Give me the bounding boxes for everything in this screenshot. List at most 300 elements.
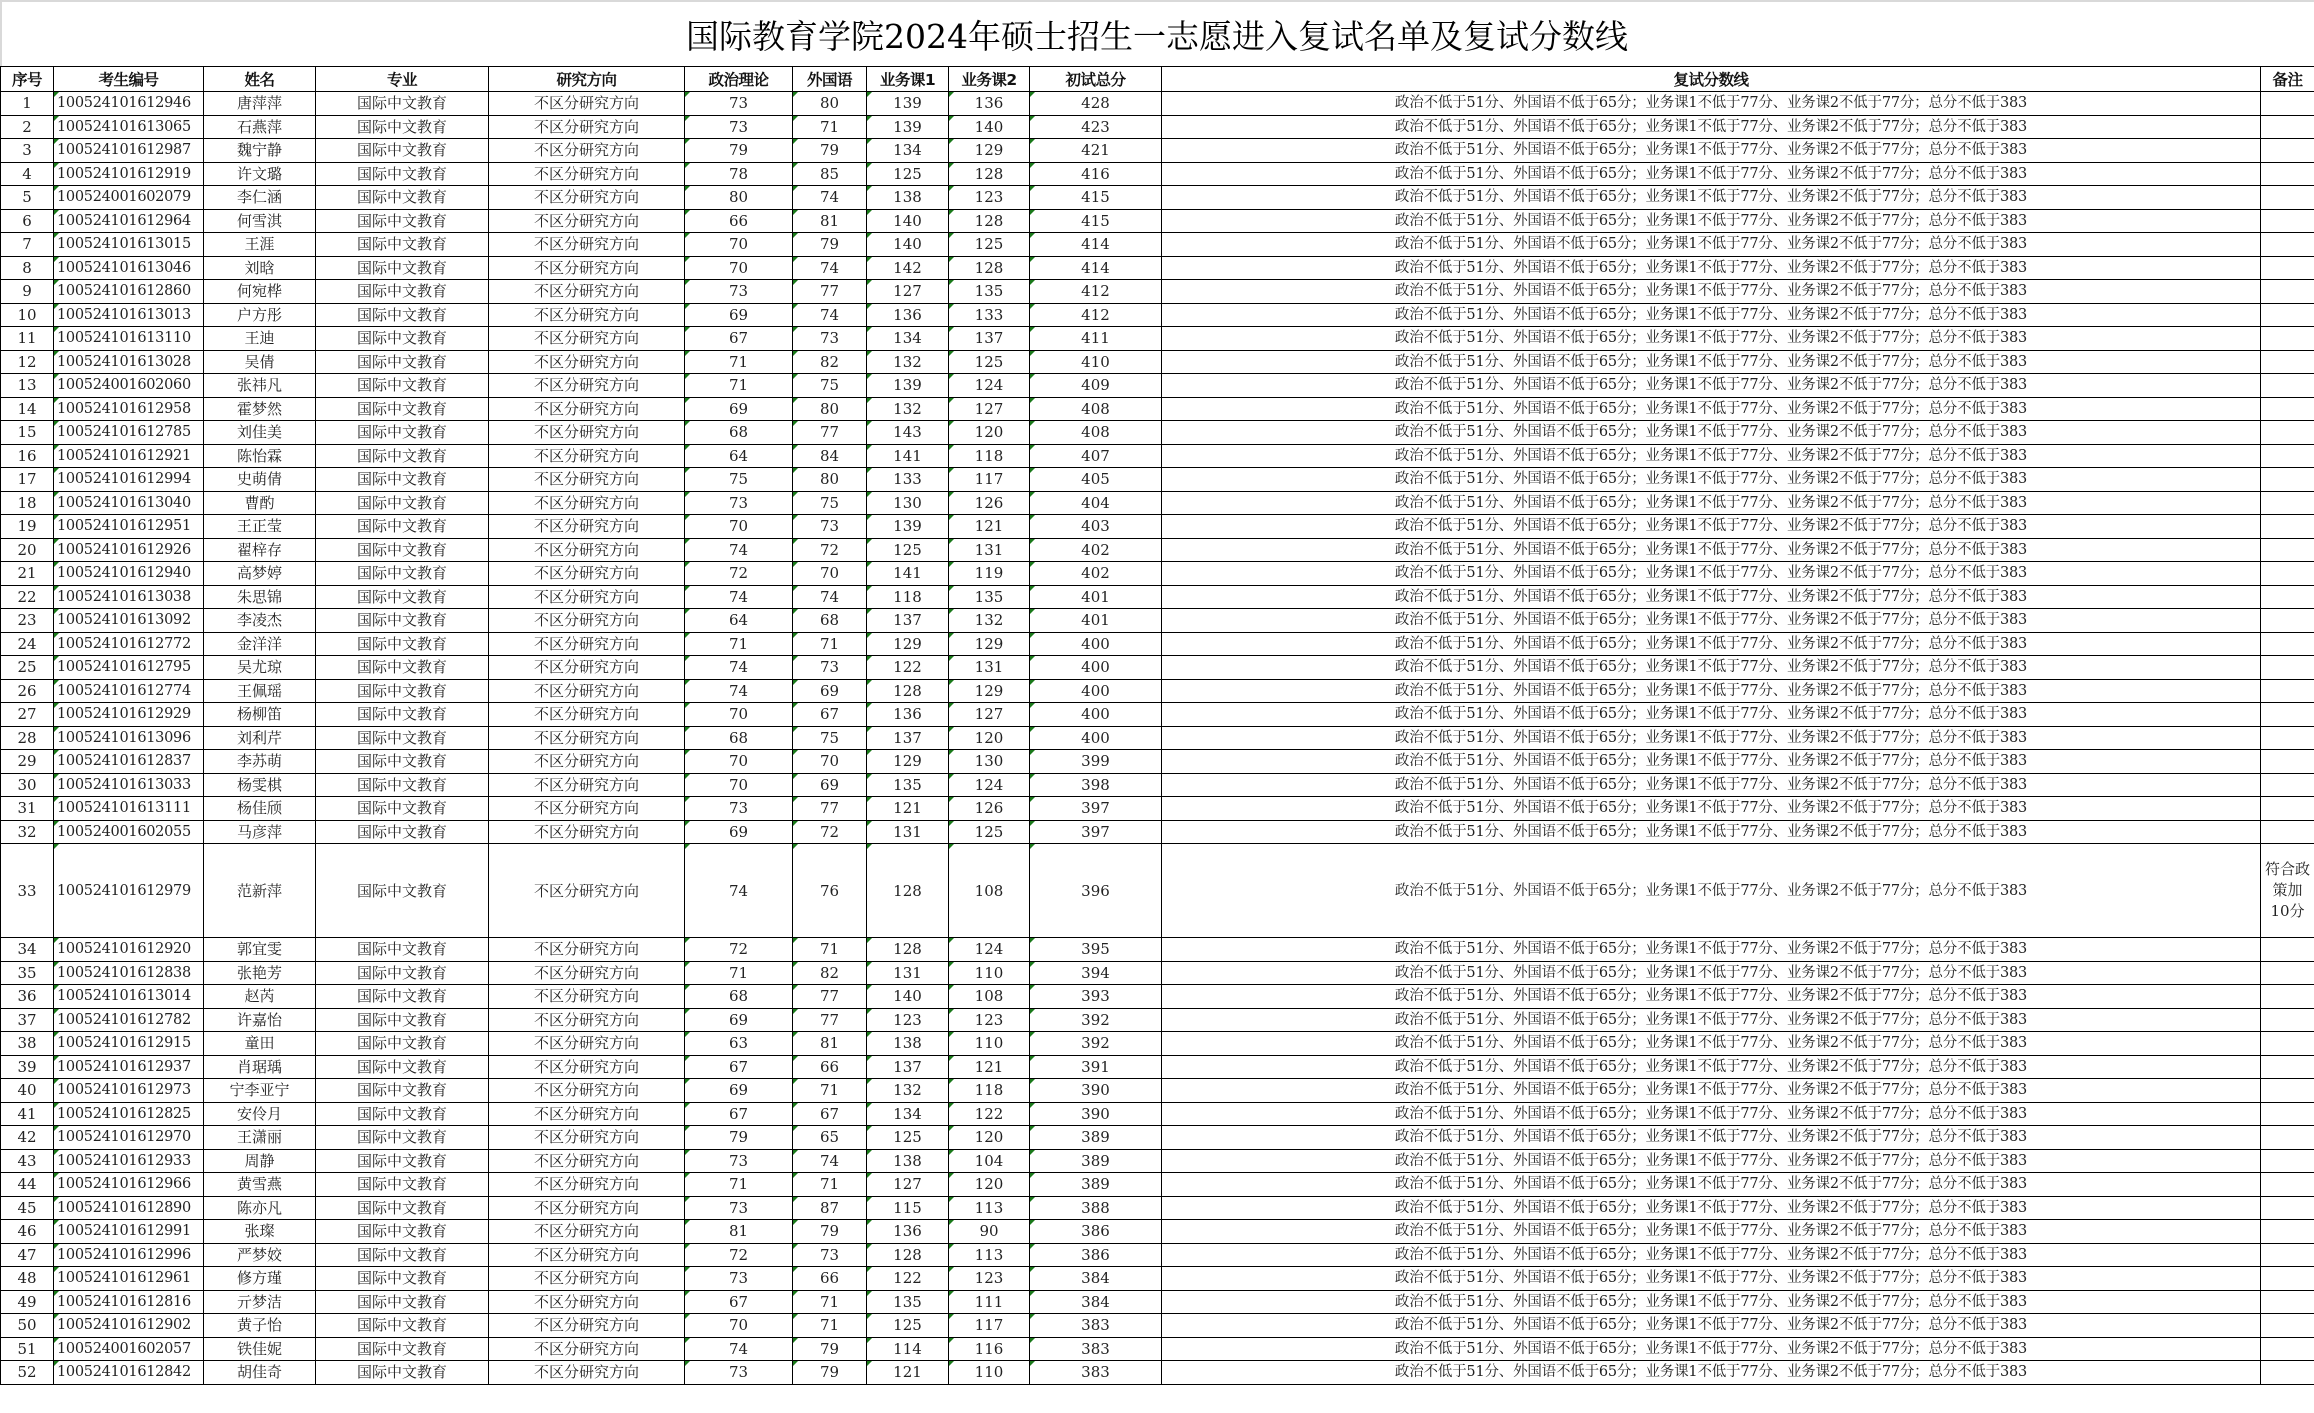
cell-foreign-language[interactable]: 77: [793, 280, 867, 304]
cell-cutoff[interactable]: 政治不低于51分、外国语不低于65分；业务课1不低于77分、业务课2不低于77分；总分不低于383: [1162, 1173, 2261, 1197]
cell-course1[interactable]: 130: [867, 491, 949, 515]
cell-total[interactable]: 402: [1030, 562, 1162, 586]
cell-total[interactable]: 388: [1030, 1196, 1162, 1220]
cell-name[interactable]: 石燕萍: [204, 115, 316, 139]
cell-cutoff[interactable]: 政治不低于51分、外国语不低于65分；业务课1不低于77分、业务课2不低于77分；总分不低于383: [1162, 468, 2261, 492]
cell-remark[interactable]: [2261, 233, 2314, 257]
cell-major[interactable]: 国际中文教育: [316, 1290, 489, 1314]
cell-major[interactable]: 国际中文教育: [316, 327, 489, 351]
cell-direction[interactable]: 不区分研究方向: [489, 538, 685, 562]
cell-direction[interactable]: 不区分研究方向: [489, 397, 685, 421]
cell-cutoff[interactable]: 政治不低于51分、外国语不低于65分；业务课1不低于77分、业务课2不低于77分；总分不低于383: [1162, 1267, 2261, 1291]
cell-cutoff[interactable]: 政治不低于51分、外国语不低于65分；业务课1不低于77分、业务课2不低于77分；总分不低于383: [1162, 797, 2261, 821]
cell-major[interactable]: 国际中文教育: [316, 938, 489, 962]
cell-remark[interactable]: [2261, 303, 2314, 327]
cell-total[interactable]: 400: [1030, 656, 1162, 680]
cell-direction[interactable]: 不区分研究方向: [489, 1149, 685, 1173]
cell-direction[interactable]: 不区分研究方向: [489, 844, 685, 938]
cell-cutoff[interactable]: 政治不低于51分、外国语不低于65分；业务课1不低于77分、业务课2不低于77分；总分不低于383: [1162, 327, 2261, 351]
cell-politics[interactable]: 70: [685, 750, 793, 774]
cell-candidate-id[interactable]: 100524101613046: [54, 256, 204, 280]
cell-direction[interactable]: 不区分研究方向: [489, 703, 685, 727]
cell-candidate-id[interactable]: 100524101613096: [54, 726, 204, 750]
cell-direction[interactable]: 不区分研究方向: [489, 750, 685, 774]
cell-seq[interactable]: 19: [1, 515, 54, 539]
cell-cutoff[interactable]: 政治不低于51分、外国语不低于65分；业务课1不低于77分、业务课2不低于77分；总分不低于383: [1162, 421, 2261, 445]
cell-course2[interactable]: 120: [949, 726, 1030, 750]
cell-cutoff[interactable]: 政治不低于51分、外国语不低于65分；业务课1不低于77分、业务课2不低于77分；总分不低于383: [1162, 1032, 2261, 1056]
cell-remark[interactable]: [2261, 961, 2314, 985]
cell-politics[interactable]: 80: [685, 186, 793, 210]
cell-candidate-id[interactable]: 100524101613028: [54, 350, 204, 374]
cell-major[interactable]: 国际中文教育: [316, 350, 489, 374]
cell-course1[interactable]: 139: [867, 374, 949, 398]
cell-direction[interactable]: 不区分研究方向: [489, 374, 685, 398]
cell-seq[interactable]: 9: [1, 280, 54, 304]
cell-major[interactable]: 国际中文教育: [316, 515, 489, 539]
cell-course2[interactable]: 117: [949, 468, 1030, 492]
cell-foreign-language[interactable]: 77: [793, 797, 867, 821]
cell-candidate-id[interactable]: 100524101612951: [54, 515, 204, 539]
cell-politics[interactable]: 72: [685, 562, 793, 586]
cell-remark[interactable]: [2261, 1290, 2314, 1314]
cell-seq[interactable]: 39: [1, 1055, 54, 1079]
cell-politics[interactable]: 74: [685, 538, 793, 562]
cell-course1[interactable]: 128: [867, 844, 949, 938]
cell-remark[interactable]: [2261, 820, 2314, 844]
cell-foreign-language[interactable]: 82: [793, 350, 867, 374]
cell-politics[interactable]: 72: [685, 1243, 793, 1267]
cell-cutoff[interactable]: 政治不低于51分、外国语不低于65分；业务课1不低于77分、业务课2不低于77分；总分不低于383: [1162, 350, 2261, 374]
cell-seq[interactable]: 17: [1, 468, 54, 492]
cell-remark[interactable]: [2261, 1032, 2314, 1056]
cell-major[interactable]: 国际中文教育: [316, 209, 489, 233]
cell-remark[interactable]: [2261, 468, 2314, 492]
cell-seq[interactable]: 13: [1, 374, 54, 398]
cell-direction[interactable]: 不区分研究方向: [489, 773, 685, 797]
cell-major[interactable]: 国际中文教育: [316, 1008, 489, 1032]
cell-cutoff[interactable]: 政治不低于51分、外国语不低于65分；业务课1不低于77分、业务课2不低于77分；总分不低于383: [1162, 820, 2261, 844]
cell-major[interactable]: 国际中文教育: [316, 421, 489, 445]
cell-foreign-language[interactable]: 74: [793, 186, 867, 210]
cell-remark[interactable]: [2261, 444, 2314, 468]
cell-course2[interactable]: 123: [949, 1267, 1030, 1291]
cell-name[interactable]: 安伶月: [204, 1102, 316, 1126]
cell-direction[interactable]: 不区分研究方向: [489, 444, 685, 468]
cell-politics[interactable]: 73: [685, 1149, 793, 1173]
cell-foreign-language[interactable]: 68: [793, 609, 867, 633]
cell-total[interactable]: 395: [1030, 938, 1162, 962]
cell-remark[interactable]: [2261, 186, 2314, 210]
cell-remark[interactable]: [2261, 421, 2314, 445]
cell-politics[interactable]: 74: [685, 585, 793, 609]
cell-course1[interactable]: 125: [867, 1126, 949, 1150]
cell-course1[interactable]: 125: [867, 538, 949, 562]
cell-course2[interactable]: 108: [949, 985, 1030, 1009]
cell-name[interactable]: 郭宜雯: [204, 938, 316, 962]
cell-remark[interactable]: [2261, 985, 2314, 1009]
cell-foreign-language[interactable]: 79: [793, 139, 867, 163]
cell-politics[interactable]: 73: [685, 280, 793, 304]
cell-foreign-language[interactable]: 79: [793, 1220, 867, 1244]
cell-total[interactable]: 401: [1030, 585, 1162, 609]
cell-remark[interactable]: [2261, 1055, 2314, 1079]
cell-foreign-language[interactable]: 71: [793, 632, 867, 656]
cell-direction[interactable]: 不区分研究方向: [489, 491, 685, 515]
cell-total[interactable]: 390: [1030, 1079, 1162, 1103]
cell-name[interactable]: 刘佳美: [204, 421, 316, 445]
cell-total[interactable]: 384: [1030, 1290, 1162, 1314]
cell-direction[interactable]: 不区分研究方向: [489, 1032, 685, 1056]
cell-direction[interactable]: 不区分研究方向: [489, 327, 685, 351]
cell-name[interactable]: 王潇丽: [204, 1126, 316, 1150]
cell-major[interactable]: 国际中文教育: [316, 985, 489, 1009]
cell-name[interactable]: 范新萍: [204, 844, 316, 938]
cell-foreign-language[interactable]: 66: [793, 1267, 867, 1291]
cell-total[interactable]: 410: [1030, 350, 1162, 374]
cell-course2[interactable]: 137: [949, 327, 1030, 351]
cell-foreign-language[interactable]: 70: [793, 750, 867, 774]
cell-course1[interactable]: 140: [867, 985, 949, 1009]
cell-foreign-language[interactable]: 79: [793, 1337, 867, 1361]
cell-remark[interactable]: [2261, 491, 2314, 515]
cell-remark[interactable]: 符合政策加10分: [2261, 844, 2314, 938]
cell-major[interactable]: 国际中文教育: [316, 703, 489, 727]
cell-course1[interactable]: 122: [867, 656, 949, 680]
cell-foreign-language[interactable]: 70: [793, 562, 867, 586]
cell-foreign-language[interactable]: 73: [793, 656, 867, 680]
cell-cutoff[interactable]: 政治不低于51分、外国语不低于65分；业务课1不低于77分、业务课2不低于77分；总分不低于383: [1162, 209, 2261, 233]
cell-remark[interactable]: [2261, 1243, 2314, 1267]
cell-politics[interactable]: 73: [685, 491, 793, 515]
cell-total[interactable]: 392: [1030, 1008, 1162, 1032]
cell-cutoff[interactable]: 政治不低于51分、外国语不低于65分；业务课1不低于77分、业务课2不低于77分；总分不低于383: [1162, 139, 2261, 163]
cell-remark[interactable]: [2261, 797, 2314, 821]
cell-cutoff[interactable]: 政治不低于51分、外国语不低于65分；业务课1不低于77分、业务课2不低于77分；总分不低于383: [1162, 1337, 2261, 1361]
cell-total[interactable]: 421: [1030, 139, 1162, 163]
cell-remark[interactable]: [2261, 162, 2314, 186]
cell-total[interactable]: 411: [1030, 327, 1162, 351]
cell-foreign-language[interactable]: 80: [793, 468, 867, 492]
cell-cutoff[interactable]: 政治不低于51分、外国语不低于65分；业务课1不低于77分、业务课2不低于77分；总分不低于383: [1162, 92, 2261, 116]
cell-course1[interactable]: 129: [867, 632, 949, 656]
cell-major[interactable]: 国际中文教育: [316, 585, 489, 609]
cell-foreign-language[interactable]: 84: [793, 444, 867, 468]
cell-course2[interactable]: 124: [949, 938, 1030, 962]
cell-direction[interactable]: 不区分研究方向: [489, 209, 685, 233]
cell-major[interactable]: 国际中文教育: [316, 1102, 489, 1126]
cell-seq[interactable]: 34: [1, 938, 54, 962]
cell-seq[interactable]: 38: [1, 1032, 54, 1056]
cell-foreign-language[interactable]: 74: [793, 256, 867, 280]
cell-total[interactable]: 383: [1030, 1337, 1162, 1361]
cell-direction[interactable]: 不区分研究方向: [489, 233, 685, 257]
cell-seq[interactable]: 52: [1, 1361, 54, 1385]
cell-name[interactable]: 修方瑾: [204, 1267, 316, 1291]
cell-course2[interactable]: 119: [949, 562, 1030, 586]
cell-seq[interactable]: 29: [1, 750, 54, 774]
cell-candidate-id[interactable]: 100524101612860: [54, 280, 204, 304]
cell-seq[interactable]: 41: [1, 1102, 54, 1126]
cell-politics[interactable]: 66: [685, 209, 793, 233]
cell-seq[interactable]: 32: [1, 820, 54, 844]
cell-foreign-language[interactable]: 74: [793, 1149, 867, 1173]
cell-candidate-id[interactable]: 100524101612795: [54, 656, 204, 680]
cell-course1[interactable]: 114: [867, 1337, 949, 1361]
cell-candidate-id[interactable]: 100524101612920: [54, 938, 204, 962]
cell-name[interactable]: 唐萍萍: [204, 92, 316, 116]
cell-course2[interactable]: 124: [949, 773, 1030, 797]
cell-candidate-id[interactable]: 100524101613065: [54, 115, 204, 139]
cell-name[interactable]: 马彦萍: [204, 820, 316, 844]
cell-name[interactable]: 何雪淇: [204, 209, 316, 233]
cell-politics[interactable]: 70: [685, 515, 793, 539]
cell-remark[interactable]: [2261, 1314, 2314, 1338]
cell-course1[interactable]: 121: [867, 797, 949, 821]
cell-major[interactable]: 国际中文教育: [316, 162, 489, 186]
cell-course1[interactable]: 141: [867, 444, 949, 468]
cell-seq[interactable]: 49: [1, 1290, 54, 1314]
cell-politics[interactable]: 78: [685, 162, 793, 186]
cell-foreign-language[interactable]: 72: [793, 820, 867, 844]
cell-seq[interactable]: 45: [1, 1196, 54, 1220]
cell-politics[interactable]: 68: [685, 726, 793, 750]
cell-direction[interactable]: 不区分研究方向: [489, 1079, 685, 1103]
cell-seq[interactable]: 18: [1, 491, 54, 515]
cell-cutoff[interactable]: 政治不低于51分、外国语不低于65分；业务课1不低于77分、业务课2不低于77分；总分不低于383: [1162, 515, 2261, 539]
cell-seq[interactable]: 37: [1, 1008, 54, 1032]
cell-politics[interactable]: 69: [685, 1079, 793, 1103]
cell-cutoff[interactable]: 政治不低于51分、外国语不低于65分；业务课1不低于77分、业务课2不低于77分；总分不低于383: [1162, 844, 2261, 938]
cell-course1[interactable]: 137: [867, 726, 949, 750]
cell-candidate-id[interactable]: 100524101612973: [54, 1079, 204, 1103]
cell-course1[interactable]: 140: [867, 233, 949, 257]
cell-name[interactable]: 严梦姣: [204, 1243, 316, 1267]
cell-course1[interactable]: 127: [867, 280, 949, 304]
cell-candidate-id[interactable]: 100524101612926: [54, 538, 204, 562]
header-politics[interactable]: 政治理论: [685, 67, 793, 92]
cell-total[interactable]: 397: [1030, 797, 1162, 821]
cell-cutoff[interactable]: 政治不低于51分、外国语不低于65分；业务课1不低于77分、业务课2不低于77分；总分不低于383: [1162, 1220, 2261, 1244]
cell-major[interactable]: 国际中文教育: [316, 961, 489, 985]
cell-remark[interactable]: [2261, 1196, 2314, 1220]
cell-remark[interactable]: [2261, 562, 2314, 586]
cell-major[interactable]: 国际中文教育: [316, 280, 489, 304]
cell-foreign-language[interactable]: 77: [793, 1008, 867, 1032]
cell-major[interactable]: 国际中文教育: [316, 1220, 489, 1244]
cell-candidate-id[interactable]: 100524101612774: [54, 679, 204, 703]
cell-remark[interactable]: [2261, 515, 2314, 539]
cell-name[interactable]: 张艳芳: [204, 961, 316, 985]
cell-seq[interactable]: 42: [1, 1126, 54, 1150]
cell-politics[interactable]: 79: [685, 139, 793, 163]
cell-course2[interactable]: 116: [949, 1337, 1030, 1361]
cell-course2[interactable]: 125: [949, 350, 1030, 374]
cell-course2[interactable]: 129: [949, 139, 1030, 163]
cell-politics[interactable]: 73: [685, 797, 793, 821]
cell-direction[interactable]: 不区分研究方向: [489, 350, 685, 374]
header-foreign-language[interactable]: 外国语: [793, 67, 867, 92]
cell-name[interactable]: 杨雯棋: [204, 773, 316, 797]
cell-total[interactable]: 393: [1030, 985, 1162, 1009]
cell-seq[interactable]: 21: [1, 562, 54, 586]
cell-direction[interactable]: 不区分研究方向: [489, 938, 685, 962]
cell-course1[interactable]: 115: [867, 1196, 949, 1220]
cell-direction[interactable]: 不区分研究方向: [489, 1314, 685, 1338]
cell-name[interactable]: 魏宁静: [204, 139, 316, 163]
cell-foreign-language[interactable]: 73: [793, 327, 867, 351]
cell-course1[interactable]: 142: [867, 256, 949, 280]
cell-course1[interactable]: 136: [867, 703, 949, 727]
cell-name[interactable]: 吴倩: [204, 350, 316, 374]
cell-total[interactable]: 397: [1030, 820, 1162, 844]
cell-major[interactable]: 国际中文教育: [316, 1314, 489, 1338]
cell-foreign-language[interactable]: 81: [793, 209, 867, 233]
cell-total[interactable]: 391: [1030, 1055, 1162, 1079]
cell-foreign-language[interactable]: 75: [793, 491, 867, 515]
cell-major[interactable]: 国际中文教育: [316, 797, 489, 821]
cell-total[interactable]: 412: [1030, 280, 1162, 304]
cell-foreign-language[interactable]: 71: [793, 938, 867, 962]
cell-seq[interactable]: 14: [1, 397, 54, 421]
cell-remark[interactable]: [2261, 679, 2314, 703]
cell-foreign-language[interactable]: 71: [793, 1173, 867, 1197]
cell-course2[interactable]: 118: [949, 1079, 1030, 1103]
cell-course2[interactable]: 90: [949, 1220, 1030, 1244]
cell-foreign-language[interactable]: 74: [793, 585, 867, 609]
cell-seq[interactable]: 47: [1, 1243, 54, 1267]
cell-total[interactable]: 386: [1030, 1220, 1162, 1244]
cell-cutoff[interactable]: 政治不低于51分、外国语不低于65分；业务课1不低于77分、业务课2不低于77分；总分不低于383: [1162, 773, 2261, 797]
cell-course1[interactable]: 132: [867, 1079, 949, 1103]
cell-candidate-id[interactable]: 100524001602079: [54, 186, 204, 210]
cell-cutoff[interactable]: 政治不低于51分、外国语不低于65分；业务课1不低于77分、业务课2不低于77分；总分不低于383: [1162, 1243, 2261, 1267]
cell-direction[interactable]: 不区分研究方向: [489, 115, 685, 139]
cell-seq[interactable]: 25: [1, 656, 54, 680]
cell-total[interactable]: 428: [1030, 92, 1162, 116]
cell-candidate-id[interactable]: 100524101612994: [54, 468, 204, 492]
cell-direction[interactable]: 不区分研究方向: [489, 820, 685, 844]
cell-cutoff[interactable]: 政治不低于51分、外国语不低于65分；业务课1不低于77分、业务课2不低于77分；总分不低于383: [1162, 562, 2261, 586]
cell-direction[interactable]: 不区分研究方向: [489, 1008, 685, 1032]
cell-course2[interactable]: 127: [949, 703, 1030, 727]
cell-cutoff[interactable]: 政治不低于51分、外国语不低于65分；业务课1不低于77分、业务课2不低于77分；总分不低于383: [1162, 1196, 2261, 1220]
cell-foreign-language[interactable]: 67: [793, 1102, 867, 1126]
cell-candidate-id[interactable]: 100524101612946: [54, 92, 204, 116]
cell-remark[interactable]: [2261, 609, 2314, 633]
cell-major[interactable]: 国际中文教育: [316, 656, 489, 680]
cell-cutoff[interactable]: 政治不低于51分、外国语不低于65分；业务课1不低于77分、业务课2不低于77分；总分不低于383: [1162, 609, 2261, 633]
cell-course1[interactable]: 128: [867, 679, 949, 703]
cell-major[interactable]: 国际中文教育: [316, 1055, 489, 1079]
cell-cutoff[interactable]: 政治不低于51分、外国语不低于65分；业务课1不低于77分、业务课2不低于77分；总分不低于383: [1162, 303, 2261, 327]
cell-name[interactable]: 吴尤琼: [204, 656, 316, 680]
cell-major[interactable]: 国际中文教育: [316, 233, 489, 257]
cell-cutoff[interactable]: 政治不低于51分、外国语不低于65分；业务课1不低于77分、业务课2不低于77分；总分不低于383: [1162, 1055, 2261, 1079]
cell-remark[interactable]: [2261, 256, 2314, 280]
cell-course2[interactable]: 136: [949, 92, 1030, 116]
cell-major[interactable]: 国际中文教育: [316, 1337, 489, 1361]
cell-total[interactable]: 405: [1030, 468, 1162, 492]
cell-course1[interactable]: 135: [867, 1290, 949, 1314]
cell-direction[interactable]: 不区分研究方向: [489, 1267, 685, 1291]
cell-course1[interactable]: 136: [867, 1220, 949, 1244]
cell-total[interactable]: 389: [1030, 1126, 1162, 1150]
cell-course2[interactable]: 123: [949, 186, 1030, 210]
cell-politics[interactable]: 70: [685, 256, 793, 280]
cell-direction[interactable]: 不区分研究方向: [489, 515, 685, 539]
cell-cutoff[interactable]: 政治不低于51分、外国语不低于65分；业务课1不低于77分、业务课2不低于77分；总分不低于383: [1162, 585, 2261, 609]
cell-total[interactable]: 396: [1030, 844, 1162, 938]
cell-seq[interactable]: 11: [1, 327, 54, 351]
cell-major[interactable]: 国际中文教育: [316, 820, 489, 844]
cell-politics[interactable]: 74: [685, 679, 793, 703]
cell-name[interactable]: 杨佳颀: [204, 797, 316, 821]
cell-course2[interactable]: 133: [949, 303, 1030, 327]
cell-candidate-id[interactable]: 100524101613014: [54, 985, 204, 1009]
header-major[interactable]: 专业: [316, 67, 489, 92]
cell-cutoff[interactable]: 政治不低于51分、外国语不低于65分；业务课1不低于77分、业务课2不低于77分；总分不低于383: [1162, 538, 2261, 562]
cell-seq[interactable]: 27: [1, 703, 54, 727]
cell-politics[interactable]: 69: [685, 820, 793, 844]
cell-remark[interactable]: [2261, 538, 2314, 562]
cell-course1[interactable]: 140: [867, 209, 949, 233]
cell-name[interactable]: 曹酌: [204, 491, 316, 515]
cell-candidate-id[interactable]: 100524001602057: [54, 1337, 204, 1361]
cell-politics[interactable]: 71: [685, 1173, 793, 1197]
cell-politics[interactable]: 71: [685, 374, 793, 398]
cell-course1[interactable]: 121: [867, 1361, 949, 1385]
cell-direction[interactable]: 不区分研究方向: [489, 468, 685, 492]
cell-total[interactable]: 408: [1030, 421, 1162, 445]
cell-name[interactable]: 朱思锦: [204, 585, 316, 609]
cell-course1[interactable]: 133: [867, 468, 949, 492]
cell-name[interactable]: 刘晗: [204, 256, 316, 280]
cell-politics[interactable]: 67: [685, 1102, 793, 1126]
cell-name[interactable]: 亓梦洁: [204, 1290, 316, 1314]
cell-course2[interactable]: 131: [949, 656, 1030, 680]
cell-seq[interactable]: 3: [1, 139, 54, 163]
cell-remark[interactable]: [2261, 703, 2314, 727]
cell-course1[interactable]: 137: [867, 1055, 949, 1079]
cell-course2[interactable]: 125: [949, 820, 1030, 844]
cell-direction[interactable]: 不区分研究方向: [489, 421, 685, 445]
cell-foreign-language[interactable]: 80: [793, 397, 867, 421]
cell-direction[interactable]: 不区分研究方向: [489, 1361, 685, 1385]
cell-total[interactable]: 394: [1030, 961, 1162, 985]
cell-candidate-id[interactable]: 100524101613040: [54, 491, 204, 515]
cell-name[interactable]: 黄雪燕: [204, 1173, 316, 1197]
cell-name[interactable]: 许嘉怡: [204, 1008, 316, 1032]
cell-name[interactable]: 张祎凡: [204, 374, 316, 398]
cell-major[interactable]: 国际中文教育: [316, 679, 489, 703]
cell-foreign-language[interactable]: 69: [793, 773, 867, 797]
cell-seq[interactable]: 48: [1, 1267, 54, 1291]
cell-total[interactable]: 384: [1030, 1267, 1162, 1291]
cell-remark[interactable]: [2261, 1361, 2314, 1385]
cell-cutoff[interactable]: 政治不低于51分、外国语不低于65分；业务课1不低于77分、业务课2不低于77分；总分不低于383: [1162, 256, 2261, 280]
cell-course1[interactable]: 123: [867, 1008, 949, 1032]
header-course1[interactable]: 业务课1: [867, 67, 949, 92]
cell-major[interactable]: 国际中文教育: [316, 1361, 489, 1385]
cell-politics[interactable]: 74: [685, 656, 793, 680]
cell-remark[interactable]: [2261, 1008, 2314, 1032]
cell-politics[interactable]: 64: [685, 444, 793, 468]
cell-course2[interactable]: 104: [949, 1149, 1030, 1173]
cell-name[interactable]: 高梦婷: [204, 562, 316, 586]
header-cutoff[interactable]: 复试分数线: [1162, 67, 2261, 92]
cell-name[interactable]: 王正莹: [204, 515, 316, 539]
